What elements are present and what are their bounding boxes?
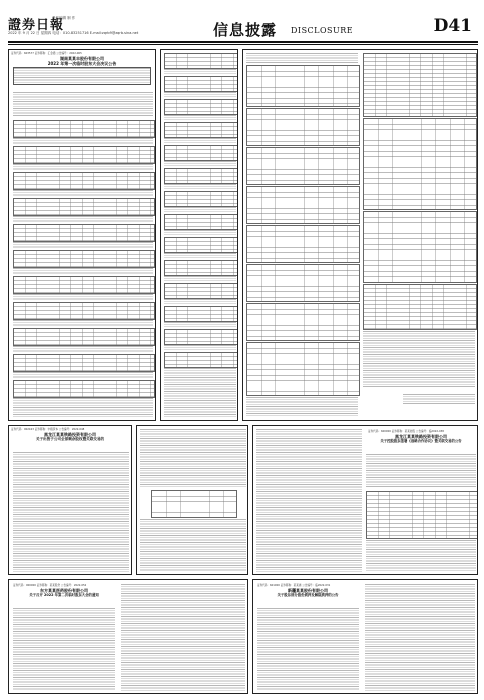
data-table bbox=[246, 147, 360, 185]
vote-table bbox=[164, 237, 238, 253]
body-text bbox=[121, 584, 245, 691]
vote-table bbox=[164, 122, 238, 138]
body-text bbox=[363, 331, 475, 387]
vote-table bbox=[13, 250, 155, 268]
section-title-english: DISCLOSURE bbox=[291, 26, 354, 35]
body-text bbox=[13, 242, 153, 248]
announcement-block-1-tables bbox=[242, 49, 478, 421]
body-text bbox=[257, 608, 359, 691]
section-title: 信息披露 bbox=[213, 21, 278, 39]
body-text bbox=[13, 320, 153, 326]
vote-table bbox=[13, 328, 155, 346]
company-name: 东方某某医药股份有限公司 bbox=[40, 588, 88, 593]
stock-code-line: 证券代码：603577 证券简称：汇金通 公告编号：2022-065 bbox=[11, 52, 82, 55]
body-text bbox=[164, 345, 236, 350]
body-text bbox=[256, 429, 362, 572]
vote-table bbox=[13, 276, 155, 294]
data-table bbox=[246, 264, 360, 302]
vote-table bbox=[13, 146, 155, 164]
announcement-title: 关于股东部分股份质押及解除质押的公告 bbox=[277, 593, 339, 597]
body-text bbox=[164, 276, 236, 281]
company-name: 新疆某某股份有限公司 bbox=[288, 588, 328, 593]
body-text bbox=[246, 53, 358, 63]
vote-table bbox=[13, 120, 155, 138]
body-text bbox=[164, 138, 236, 143]
announcement-block-5 bbox=[252, 579, 478, 694]
company-name: 湖南某某丰股份有限公司 bbox=[60, 56, 104, 61]
data-table bbox=[363, 53, 477, 117]
body-text bbox=[164, 322, 236, 327]
vote-table bbox=[164, 76, 238, 92]
announcement-header bbox=[366, 428, 476, 444]
vote-table bbox=[13, 302, 155, 320]
body-text bbox=[164, 253, 236, 258]
body-text bbox=[366, 540, 476, 572]
dateline: 2022 年 9 月 22 日 星期四 电话：010-83251716 E-mail:zqrb9@zqrb.sina.net bbox=[8, 31, 139, 35]
stock-code-line: 证券代码：601000 证券简称：某某港 公告编号：临2022-031 bbox=[257, 584, 331, 587]
data-table bbox=[363, 118, 477, 210]
body-text bbox=[164, 299, 236, 304]
body-text bbox=[164, 230, 236, 235]
vote-table bbox=[164, 99, 238, 115]
body-text bbox=[140, 429, 246, 487]
data-table bbox=[363, 211, 477, 283]
body-text bbox=[13, 138, 153, 144]
company-name: 黑龙江某某铁路投资有限公司 bbox=[44, 432, 96, 437]
body-text bbox=[13, 294, 153, 300]
vote-table bbox=[164, 352, 238, 368]
announcement-header bbox=[11, 582, 117, 598]
vote-table bbox=[13, 198, 155, 216]
signature-text bbox=[403, 394, 475, 404]
data-table bbox=[363, 284, 477, 330]
data-table bbox=[246, 342, 360, 396]
data-table bbox=[246, 225, 360, 263]
vote-table bbox=[164, 214, 238, 230]
vote-table bbox=[164, 329, 238, 345]
company-name: 黑龙江某某铁路投资有限公司 bbox=[395, 434, 447, 439]
masthead-rule bbox=[8, 41, 478, 43]
announcement-block-1-continued bbox=[160, 49, 238, 421]
vote-table bbox=[13, 172, 155, 190]
body-text bbox=[13, 346, 153, 352]
announcement-block-3 bbox=[252, 425, 478, 575]
vote-table bbox=[164, 191, 238, 207]
announcement-block-1 bbox=[8, 49, 156, 421]
body-text bbox=[140, 519, 246, 572]
vote-table bbox=[164, 53, 238, 69]
body-text bbox=[13, 268, 153, 274]
body-text bbox=[13, 398, 153, 418]
announcement-title: 关于召开 2022 年第二次临时股东大会的通知 bbox=[29, 593, 99, 597]
editor-credit: 责任编辑 制 作 bbox=[52, 16, 76, 20]
data-table bbox=[246, 303, 360, 341]
body-text bbox=[164, 207, 236, 212]
announcement-block-2-continued bbox=[136, 425, 248, 575]
body-text bbox=[13, 372, 153, 378]
data-table bbox=[366, 491, 478, 539]
announcement-header bbox=[255, 582, 361, 598]
page-number: D41 bbox=[433, 16, 472, 36]
data-table bbox=[151, 490, 237, 518]
body-text bbox=[365, 584, 475, 691]
vote-table bbox=[164, 145, 238, 161]
newspaper-logo: 證券日報 bbox=[8, 18, 65, 33]
data-table bbox=[246, 65, 360, 107]
body-text bbox=[13, 190, 153, 196]
body-text bbox=[246, 397, 358, 417]
vote-table bbox=[164, 168, 238, 184]
body-text bbox=[13, 452, 129, 572]
vote-table bbox=[13, 354, 155, 372]
body-text bbox=[13, 164, 153, 170]
body-text bbox=[366, 454, 476, 488]
vote-table bbox=[164, 260, 238, 276]
body-text bbox=[164, 184, 236, 189]
data-table bbox=[246, 108, 360, 146]
announcement-title: 2022 年第一次临时股东大会决议公告 bbox=[47, 61, 117, 66]
stock-code-line: 证券代码：600000 证券简称：某某控股 公告编号：临2022-038 bbox=[368, 430, 444, 433]
body-text bbox=[13, 92, 153, 116]
announcement-block-2 bbox=[8, 425, 132, 575]
vote-table bbox=[164, 306, 238, 322]
data-table bbox=[246, 186, 360, 224]
body-text bbox=[164, 69, 236, 74]
body-text bbox=[164, 92, 236, 97]
body-text bbox=[164, 115, 236, 120]
announcement-title: 关于控股股东签署《战略合作协议》暨关联交易的公告 bbox=[380, 439, 462, 443]
board-notice-box bbox=[13, 67, 151, 85]
vote-table bbox=[13, 380, 155, 398]
vote-table bbox=[13, 224, 155, 242]
announcement-block-4 bbox=[8, 579, 248, 694]
stock-code-line: 证券代码：000000 证券简称：某某股份 公告编号：2022-052 bbox=[13, 584, 87, 587]
body-text bbox=[13, 216, 153, 222]
stock-code-line: 证券代码：002423 证券简称：中粮资本 公告编号：2022-048 bbox=[11, 428, 85, 431]
masthead-rule-thin bbox=[8, 44, 478, 45]
vote-table bbox=[164, 283, 238, 299]
body-text bbox=[164, 161, 236, 166]
body-text bbox=[13, 608, 115, 691]
body-text bbox=[164, 368, 236, 418]
announcement-title: 关于出售子公司全部剩余股权暨关联交易的 bbox=[35, 437, 105, 441]
